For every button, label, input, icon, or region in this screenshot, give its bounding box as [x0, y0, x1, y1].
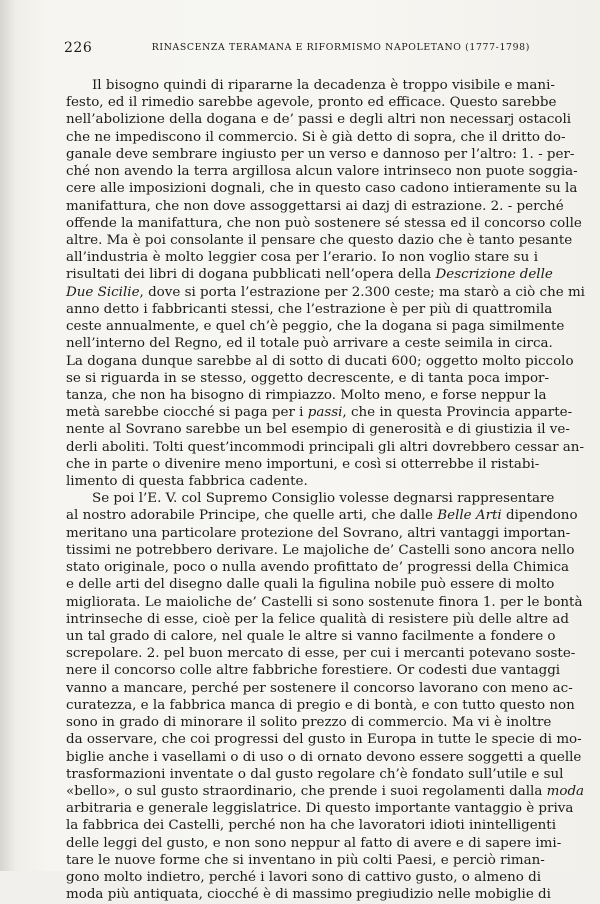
text-line: delle leggi del gusto, e non sono neppur al fatto di avere e di sapere imi- [66, 835, 562, 851]
text-line: sono in grado di minorare il solito prezzo di commercio. Ma vi è inoltre [66, 715, 552, 731]
text-line: al nostro adorabile Principe, che quelle arti, che dalle Belle Arti dipendono [66, 508, 578, 524]
text-line: se si riguarda in se stesso, oggetto decrescente, e di tanta poca impor- [66, 370, 550, 386]
text-line: e delle arti del disegno dalle quali la figulina nobile può essere di molto [66, 577, 555, 593]
text-line: ceste annualmente, e quel ch’è peggio, che la dogana si paga similmente [66, 319, 565, 335]
text-line: limento di questa fabbrica cadente. [66, 474, 308, 490]
text-line: metà sarebbe ciocché si paga per i passi, che in questa Provincia apparte- [66, 405, 573, 421]
body-text [66, 77, 585, 904]
text-line: da osservare, che coi progressi del gusto in Europa in tutte le specie di mo- [66, 732, 582, 748]
text-line: la fabbrica dei Castelli, perché non ha che lavoratori idioti inintelligenti [66, 818, 557, 834]
text-line: nente al Sovrano sarebbe un bel esempio di generosità e di giustizia il ve- [66, 422, 570, 438]
text-line: Il bisogno quindi di ripararne la decadenza è troppo visibile e mani- [92, 78, 555, 93]
text-line: curatezza, e la fabbrica manca di pregio e di bontà, e con tutto questo non [66, 697, 575, 713]
text-line: migliorata. Le maioliche de’ Castelli si sono sostenute finora 1. per le bontà [66, 594, 583, 610]
text-line: nere il concorso colle altre fabbriche forestiere. Or codesti due vantaggi [66, 663, 561, 679]
text-line: cere alle imposizioni dognali, che in questo caso cadono intieramente su la [66, 181, 578, 197]
text-line: Due Sicilie, dove si porta l’estrazione per 2.300 ceste; ma starò a ciò che mi [66, 284, 585, 300]
text-line: trasformazioni inventate o dal gusto regolare ch’è fondato sull’utile e sul [66, 766, 564, 782]
text-line: anno detto i fabbricanti stessi, che l’estrazione è per più di quattromila [66, 301, 553, 317]
text-line: tare le nuove forme che si inventano in più colti Paesi, e perciò riman- [66, 852, 545, 868]
text-line: ché non avendo la terra argillosa alcun valore intrinseco non puote soggia- [66, 164, 578, 180]
text-line: tissimi ne potrebbero derivare. Le majoliche de’ Castelli sono ancora nello [66, 542, 575, 558]
text-line: La dogana dunque sarebbe al di sotto di ducati 600; oggetto molto piccolo [66, 353, 574, 369]
text-line: ganale deve sembrare ingiusto per un verso e dannoso per l’altro: 1. - per- [66, 146, 575, 162]
text-line: «bello», o sul gusto straordinario, che prende i suoi regolamenti dalla moda [66, 783, 585, 799]
text-line: moda più antiquata, ciocché è di massimo pregiudizio nelle mobiglie di [66, 887, 551, 903]
text-line: arbitraria e generale leggislatrice. Di questo importante vantaggio è priva [66, 801, 574, 817]
text-line: Se poi l’E. V. col Supremo Consiglio volesse degnarsi rappresentare [92, 491, 555, 507]
scan-gutter-shadow [0, 0, 16, 871]
text-line: biglie anche i vasellami o di uso o di ornato devono essere soggetti a quelle [66, 749, 582, 765]
paragraph [66, 77, 585, 490]
text-line: vanno a mancare, perché per sostenere il concorso lavorano con meno ac- [66, 680, 573, 696]
running-header [64, 40, 530, 58]
text-line: stato originale, poco o nulla avendo profittato de’ progressi della Chimica [66, 560, 569, 576]
text-line: derli aboliti. Tolti quest’incommodi principali gli altri dovrebbero cessar an- [66, 439, 584, 455]
text-line: risultati dei libri di dogana pubblicati nell’opera della Descrizione delle [66, 267, 553, 283]
text-line: meritano una particolare protezione del Sovrano, altri vantaggi importan- [66, 525, 571, 541]
paragraph [66, 490, 585, 903]
text-line: nell’abolizione della dogana e de’ passi e degli altri non necessarj ostacoli [66, 112, 572, 128]
page-number: 226 [64, 40, 93, 56]
text-line: che in parte o divenire meno importuni, e così si otterrebbe il ristabi- [66, 456, 540, 472]
text-line: screpolare. 2. pel buon mercato di esse, per cui i mercanti potevano soste- [66, 646, 576, 662]
text-line: nell’interno del Regno, ed il totale può arrivare a ceste seimila in circa. [66, 336, 553, 352]
text-line: un tal grado di calore, nel quale le altre si vanno facilmente a fondere o [66, 629, 556, 644]
text-line: all’industria è molto leggier cosa per l’erario. Io non voglio stare su i [66, 250, 538, 266]
text-line: festo, ed il rimedio sarebbe agevole, pronto ed efficace. Questo sarebbe [66, 95, 557, 111]
text-line: altre. Ma è poi consolante il pensare che questo dazio che è tanto pesante [66, 232, 573, 248]
text-line: tanza, che non ha bisogno di rimpiazzo. Molto meno, e forse neppur la [66, 387, 547, 403]
running-title: RINASCENZA TERAMANA E RIFORMISMO NAPOLETANO (1777-1798) [151, 42, 530, 53]
text-line: che ne impediscono il commercio. Si è già detto di sopra, che il dritto do- [66, 129, 566, 145]
text-line: manifattura, che non dove assoggettarsi ai dazj di estrazione. 2. - perché [66, 198, 564, 214]
text-line: gono molto indietro, perché i lavori sono di cattivo gusto, o almeno di [66, 870, 542, 886]
text-line: intrinseche di esse, cioè per la felice qualità di resistere più delle altre ad [66, 611, 569, 627]
text-line: offende la manifattura, che non può sostenere sé stessa ed il concorso colle [66, 215, 582, 231]
